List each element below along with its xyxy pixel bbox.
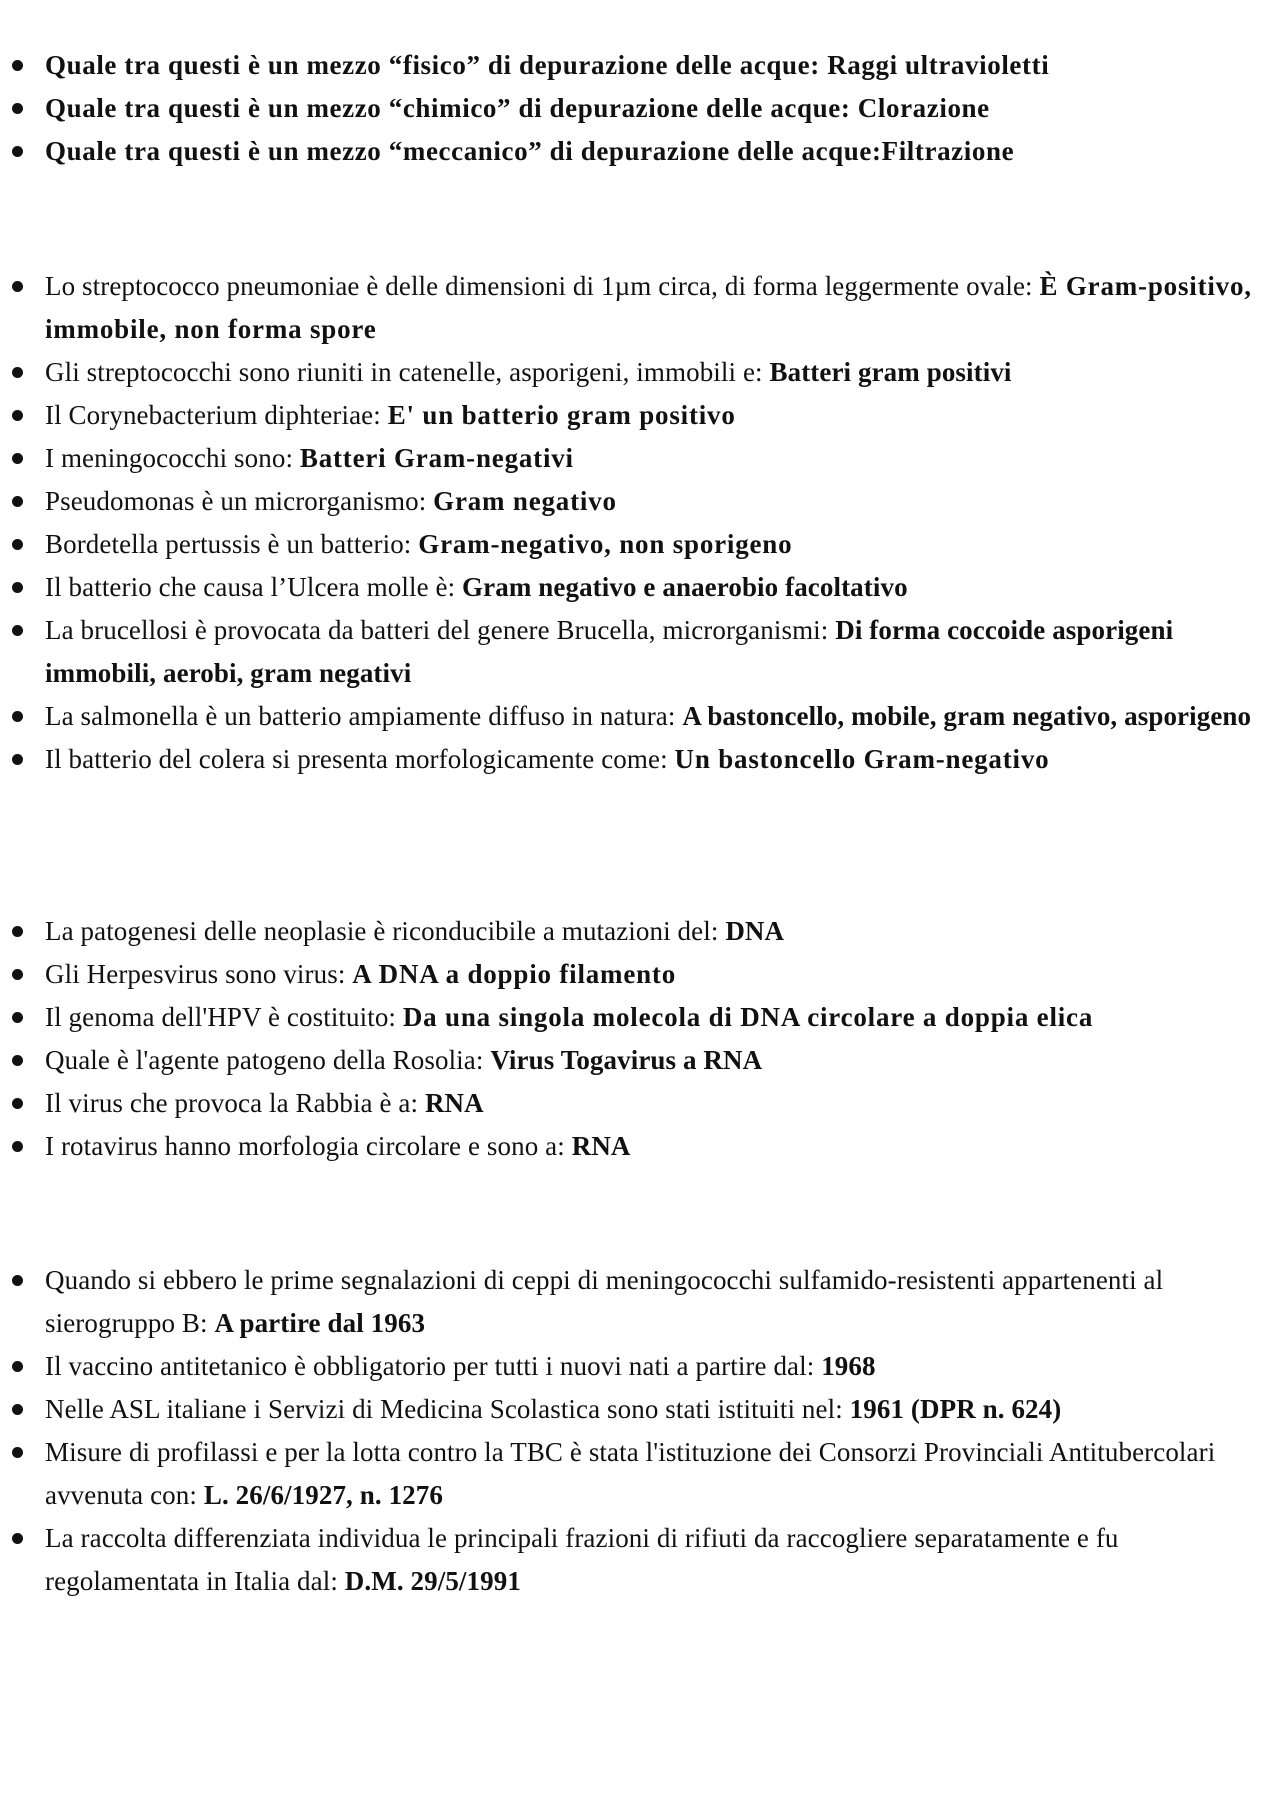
list-item: Il Corynebacterium diphteriae: E' un batterio gram positivo bbox=[0, 394, 1280, 437]
section-dates-legislation bbox=[0, 1259, 1280, 1603]
bullet-icon bbox=[12, 1361, 23, 1372]
list-item: Misure di profilassi e per la lotta contro la TBC è stata l'istituzione dei Consorzi Provinciali Antitubercolari avvenuta con: L. 26/6/1927, n. 1276 bbox=[0, 1431, 1280, 1517]
bullet-icon bbox=[12, 754, 23, 765]
list-item: La salmonella è un batterio ampiamente diffuso in natura: A bastoncello, mobile, gram negativo, asporigeno bbox=[0, 695, 1280, 738]
bullet-icon bbox=[12, 1533, 23, 1544]
list-item: Quale tra questi è un mezzo “fisico” di depurazione delle acque: Raggi ultravioletti bbox=[0, 44, 1280, 87]
list-item: Quale tra questi è un mezzo “chimico” di depurazione delle acque: Clorazione bbox=[0, 87, 1280, 130]
bullet-icon bbox=[12, 453, 23, 464]
bullet-icon bbox=[12, 539, 23, 550]
list-item: Quale tra questi è un mezzo “meccanico” di depurazione delle acque:Filtrazione bbox=[0, 130, 1280, 173]
list-item: I rotavirus hanno morfologia circolare e sono a: RNA bbox=[0, 1125, 1280, 1168]
list-item: La raccolta differenziata individua le principali frazioni di rifiuti da raccogliere separatamente e fu regolamentata in Italia dal: D.M. 29/5/1991 bbox=[0, 1517, 1280, 1603]
list-item: Bordetella pertussis è un batterio: Gram-negativo, non sporigeno bbox=[0, 523, 1280, 566]
section-viruses bbox=[0, 910, 1280, 1168]
list-item: Nelle ASL italiane i Servizi di Medicina Scolastica sono stati istituiti nel: 1961 (DPR n. 624) bbox=[0, 1388, 1280, 1431]
bullet-icon bbox=[12, 625, 23, 636]
list-item: Quale è l'agente patogeno della Rosolia: Virus Togavirus a RNA bbox=[0, 1039, 1280, 1082]
bullet-icon bbox=[12, 711, 23, 722]
bullet-icon bbox=[12, 410, 23, 421]
bullet-icon bbox=[12, 1404, 23, 1415]
list-item: Pseudomonas è un microrganismo: Gram negativo bbox=[0, 480, 1280, 523]
list-item: Quando si ebbero le prime segnalazioni di ceppi di meningococchi sulfamido-resistenti appartenenti al sierogruppo B: A partire dal 1963 bbox=[0, 1259, 1280, 1345]
bullet-icon bbox=[12, 926, 23, 937]
list-item: Il genoma dell'HPV è costituito: Da una singola molecola di DNA circolare a doppia elica bbox=[0, 996, 1280, 1039]
bullet-icon bbox=[12, 1447, 23, 1458]
bullet-icon bbox=[12, 146, 23, 157]
list-item: Gli streptococchi sono riuniti in catenelle, asporigeni, immobili e: Batteri gram positivi bbox=[0, 351, 1280, 394]
list-item: Il batterio che causa l’Ulcera molle è: Gram negativo e anaerobio facoltativo bbox=[0, 566, 1280, 609]
section-water-purification bbox=[0, 44, 1280, 173]
section-bacteria bbox=[0, 265, 1280, 781]
bullet-icon bbox=[12, 1141, 23, 1152]
list-item: Il virus che provoca la Rabbia è a: RNA bbox=[0, 1082, 1280, 1125]
bullet-icon bbox=[12, 1275, 23, 1286]
bullet-icon bbox=[12, 367, 23, 378]
bullet-icon bbox=[12, 1098, 23, 1109]
bullet-icon bbox=[12, 969, 23, 980]
list-item: Lo streptococco pneumoniae è delle dimensioni di 1µm circa, di forma leggermente ovale: È Gram-positivo, immobile, non forma spore bbox=[0, 265, 1280, 351]
list-item: La brucellosi è provocata da batteri del genere Brucella, microrganismi: Di forma coccoide asporigeni immobili, aerobi, gram negativi bbox=[0, 609, 1280, 695]
bullet-icon bbox=[12, 60, 23, 71]
bullet-icon bbox=[12, 1055, 23, 1066]
bullet-icon bbox=[12, 103, 23, 114]
bullet-icon bbox=[12, 281, 23, 292]
list-item: Il batterio del colera si presenta morfologicamente come: Un bastoncello Gram-negativo bbox=[0, 738, 1280, 781]
list-item: Gli Herpesvirus sono virus: A DNA a doppio filamento bbox=[0, 953, 1280, 996]
list-item: La patogenesi delle neoplasie è riconducibile a mutazioni del: DNA bbox=[0, 910, 1280, 953]
list-item: I meningococchi sono: Batteri Gram-negativi bbox=[0, 437, 1280, 480]
list-item: Il vaccino antitetanico è obbligatorio per tutti i nuovi nati a partire dal: 1968 bbox=[0, 1345, 1280, 1388]
bullet-icon bbox=[12, 496, 23, 507]
bullet-icon bbox=[12, 582, 23, 593]
bullet-icon bbox=[12, 1012, 23, 1023]
